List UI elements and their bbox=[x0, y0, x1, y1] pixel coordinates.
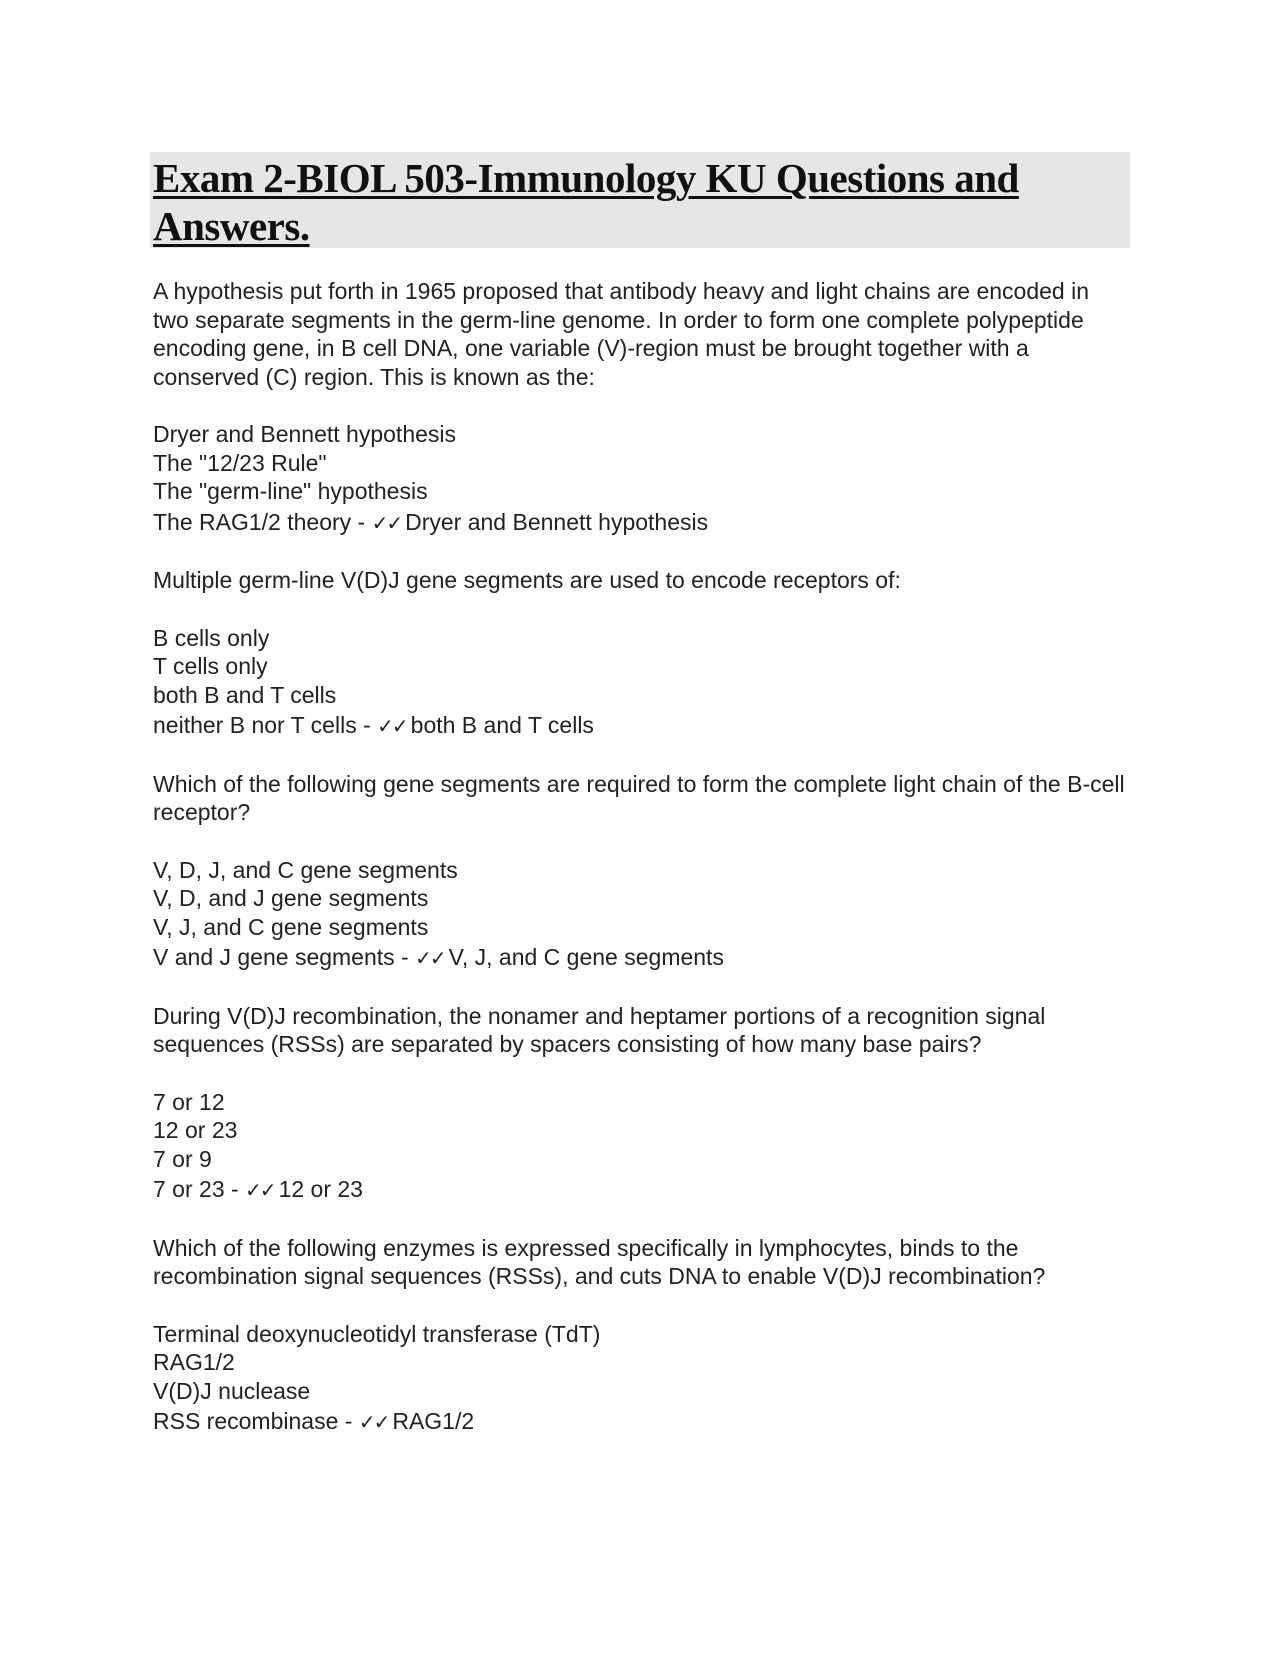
option-item: The "12/23 Rule" bbox=[153, 449, 327, 476]
option-item: Terminal deoxynucleotidyl transferase (TdT) bbox=[153, 1320, 601, 1347]
question-block bbox=[153, 1002, 1128, 1205]
document-body bbox=[153, 277, 1128, 1466]
option-text: neither B nor T cells - bbox=[153, 712, 371, 738]
option-item: Dryer and Bennett hypothesis bbox=[153, 421, 457, 447]
option-item: 7 or 12 bbox=[153, 1088, 225, 1115]
option-text: V and J gene segments - bbox=[153, 944, 409, 970]
option-item: 12 or 23 bbox=[153, 1117, 238, 1143]
option-text: The RAG1/2 theory - bbox=[153, 508, 366, 535]
double-check-icon: ✓✓ bbox=[358, 1410, 389, 1434]
option-item: RAG1/2 bbox=[153, 1349, 235, 1375]
double-check-icon: ✓✓ bbox=[377, 714, 407, 738]
option-item-with-answer bbox=[153, 1175, 1128, 1205]
option-item: T cells only bbox=[153, 653, 268, 679]
question-text: Multiple germ-line V(D)J gene segments are used to encode receptors of: bbox=[153, 567, 901, 593]
option-list bbox=[153, 1088, 1128, 1205]
document-title: Exam 2-BIOL 503-Immunology KU Questions and Answers. bbox=[153, 155, 1019, 249]
question-text: A hypothesis put forth in 1965 proposed that antibody heavy and light chains are encoded in two separate segments in the germ-line genome. In order to form one complete polypeptide encoding gene, in B cell DNA, one variable (V)-region must be brought together with a conserved (C) region. This is known as the: bbox=[153, 278, 1089, 390]
question-text: During V(D)J recombination, the nonamer and heptamer portions of a recognition signal sequences (RSSs) are separated by spacers consisting of how many base pairs? bbox=[153, 1002, 1046, 1057]
answer-text: RAG1/2 bbox=[392, 1408, 475, 1434]
question-block bbox=[153, 566, 1128, 741]
option-item: 7 or 9 bbox=[153, 1145, 212, 1172]
option-list bbox=[153, 624, 1128, 741]
option-list bbox=[153, 1320, 1128, 1437]
option-list bbox=[153, 856, 1128, 973]
option-item-with-answer bbox=[153, 508, 1128, 538]
option-item: B cells only bbox=[153, 624, 270, 651]
option-item-with-answer bbox=[153, 1407, 1128, 1437]
option-text: RSS recombinase - bbox=[153, 1408, 353, 1434]
double-check-icon: ✓✓ bbox=[245, 1178, 275, 1202]
double-check-icon: ✓✓ bbox=[371, 510, 402, 535]
option-item: The "germ-line" hypothesis bbox=[153, 478, 428, 504]
question-block bbox=[153, 277, 1128, 537]
option-item-with-answer bbox=[153, 943, 1128, 973]
double-check-icon: ✓✓ bbox=[415, 946, 445, 970]
option-item: V, D, J, and C gene segments bbox=[153, 856, 458, 883]
option-item-with-answer bbox=[153, 711, 1128, 741]
answer-text: V, J, and C gene segments bbox=[448, 944, 724, 970]
answer-text: both B and T cells bbox=[410, 712, 594, 738]
question-block bbox=[153, 1234, 1128, 1437]
option-item: V, D, and J gene segments bbox=[153, 885, 429, 911]
option-text: 7 or 23 - bbox=[153, 1176, 239, 1202]
option-list bbox=[153, 420, 1128, 537]
question-text: Which of the following gene segments are required to form the complete light chain of the B-cell receptor? bbox=[153, 770, 1125, 825]
option-item: V(D)J nuclease bbox=[153, 1377, 311, 1404]
question-text: Which of the following enzymes is expressed specifically in lymphocytes, binds to the recombination signal sequences (RSSs), and cuts DNA to enable V(D)J recombination? bbox=[153, 1234, 1046, 1289]
question-block bbox=[153, 770, 1128, 973]
option-item: V, J, and C gene segments bbox=[153, 913, 429, 940]
option-item: both B and T cells bbox=[153, 681, 337, 708]
answer-text: Dryer and Bennett hypothesis bbox=[405, 508, 709, 535]
answer-text: 12 or 23 bbox=[278, 1176, 363, 1202]
